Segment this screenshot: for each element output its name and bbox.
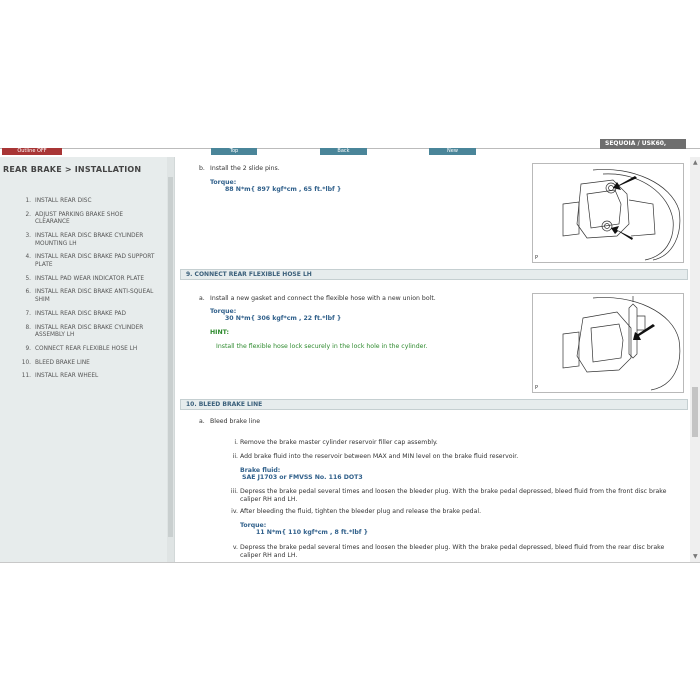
toc-list — [18, 198, 158, 387]
toc-item[interactable] — [18, 373, 158, 381]
figure-label: P — [535, 385, 539, 391]
back-button[interactable]: Back — [320, 148, 367, 155]
substep-marker: iv. — [231, 508, 238, 515]
substep-text: Add brake fluid into the reservoir between MAX and MIN level on the brake fluid reservoir. — [240, 453, 519, 460]
scroll-up-icon[interactable]: ▲ — [693, 159, 698, 166]
step-text: Bleed brake line — [210, 418, 261, 425]
toc-item-number: 5. — [25, 275, 31, 282]
flexible-hose-diagram — [532, 293, 684, 393]
substep-marker: v. — [232, 544, 238, 551]
section-header: 9. CONNECT REAR FLEXIBLE HOSE LH — [180, 269, 688, 280]
substep-marker: ii. — [232, 453, 238, 460]
outline-toggle-button[interactable]: Outline OFF — [2, 148, 62, 155]
toc-item[interactable] — [18, 212, 158, 227]
caliper-illustration — [533, 164, 683, 262]
toc-item-label[interactable]: INSTALL REAR DISC — [35, 198, 92, 204]
torque-label: Torque: — [240, 522, 267, 529]
hose-illustration — [533, 294, 683, 392]
toc-item-number: 11. — [21, 373, 31, 380]
slide-pins-diagram — [532, 163, 684, 263]
toc-item-number: 10. — [21, 359, 31, 366]
toc-item[interactable] — [18, 276, 158, 284]
figure-label: P — [535, 255, 539, 261]
torque-value: 11 N*m{ 110 kgf*cm , 8 ft.*lbf } — [256, 529, 368, 536]
toc-item-number: 8. — [25, 324, 31, 331]
toc-item-label[interactable]: CONNECT REAR FLEXIBLE HOSE LH — [35, 345, 138, 352]
toc-item-number: 6. — [25, 289, 31, 296]
vehicle-model-label: SEQUOIA / USK60, — [600, 139, 686, 149]
section-header: 10. BLEED BRAKE LINE — [180, 399, 688, 410]
fluid-value: SAE J1703 or FMVSS No. 116 DOT3 — [242, 474, 363, 481]
substep-text: Remove the brake master cylinder reservoir filler cap assembly. — [240, 439, 438, 446]
step-text: Install a new gasket and connect the flexible hose with a new union bolt. — [210, 295, 436, 302]
hint-text: Install the flexible hose lock securely in the lock hole in the cylinder. — [216, 343, 428, 350]
toc-item-label[interactable]: INSTALL REAR WHEEL — [35, 373, 99, 380]
content-scrollbar[interactable] — [690, 157, 700, 562]
substep-text-continued: caliper RH and LH. — [240, 496, 298, 503]
toc-item-label[interactable]: INSTALL REAR DISC BRAKE CYLINDER MOUNTING LH — [35, 233, 144, 247]
toc-item[interactable] — [18, 346, 158, 354]
toc-item[interactable] — [18, 198, 158, 206]
breadcrumb: REAR BRAKE > INSTALLATION — [3, 165, 142, 174]
toc-item[interactable] — [18, 254, 158, 269]
sidebar — [0, 157, 175, 562]
substep-text: Depress the brake pedal several times and loosen the bleeder plug. With the brake pedal depressed, bleed fluid from the rear disc brake — [240, 544, 665, 551]
toc-item-label[interactable]: INSTALL REAR DISC BRAKE PAD SUPPORT PLATE — [35, 254, 155, 268]
toc-item-number: 1. — [25, 198, 31, 204]
toc-item-label[interactable]: INSTALL REAR DISC BRAKE PAD — [35, 310, 126, 317]
toc-item-number: 7. — [25, 310, 31, 317]
toc-item[interactable] — [18, 289, 158, 304]
step-marker: a. — [199, 418, 205, 425]
hint-label: HINT: — [210, 329, 230, 336]
substep-marker: iii. — [230, 488, 238, 495]
toc-item-label[interactable]: INSTALL REAR DISC BRAKE CYLINDER ASSEMBLY LH — [35, 324, 144, 339]
substep-marker: i. — [234, 439, 238, 446]
top-button[interactable]: Top — [211, 148, 257, 155]
bottom-divider — [0, 562, 700, 563]
toc-item-label[interactable]: INSTALL PAD WEAR INDICATOR PLATE — [35, 275, 145, 282]
step-marker: a. — [199, 295, 205, 302]
toc-item-number: 4. — [25, 254, 31, 261]
main-content — [176, 157, 690, 562]
toc-item[interactable] — [18, 360, 158, 368]
toc-item-label[interactable]: ADJUST PARKING BRAKE SHOE CLEARANCE — [35, 211, 124, 226]
toolbar — [0, 148, 700, 156]
toc-item[interactable] — [18, 233, 158, 248]
toc-item-label[interactable]: INSTALL REAR DISC BRAKE ANTI-SQUEAL SHIM — [35, 289, 154, 303]
step-marker: b. — [199, 165, 205, 172]
sidebar-scrollbar-thumb[interactable] — [168, 177, 173, 537]
torque-label: Torque: — [210, 308, 237, 315]
step-text: Install the 2 slide pins. — [210, 165, 280, 172]
new-button[interactable]: New — [429, 148, 476, 155]
torque-label: Torque: — [210, 179, 237, 186]
fluid-label: Brake fluid: — [240, 467, 281, 474]
substep-text-continued: caliper RH and LH. — [240, 552, 298, 559]
torque-value: 88 N*m{ 897 kgf*cm , 65 ft.*lbf } — [225, 186, 342, 193]
toc-item[interactable] — [18, 325, 158, 340]
toc-item-number: 9. — [25, 345, 31, 352]
toc-item-number: 3. — [25, 233, 31, 240]
substep-text: After bleeding the fluid, tighten the bleeder plug and release the brake pedal. — [240, 508, 482, 515]
toc-item[interactable] — [18, 311, 158, 319]
content-scrollbar-thumb[interactable] — [692, 387, 698, 437]
substep-text: Depress the brake pedal several times and loosen the bleeder plug. With the brake pedal depressed, bleed fluid from the front disc brake — [240, 488, 667, 495]
toc-item-number: 2. — [25, 211, 31, 218]
toc-item-label[interactable]: BLEED BRAKE LINE — [35, 359, 90, 366]
scroll-down-icon[interactable]: ▼ — [693, 553, 698, 560]
torque-value: 30 N*m{ 306 kgf*cm , 22 ft.*lbf } — [225, 315, 342, 322]
sidebar-scrollbar[interactable] — [167, 157, 174, 562]
